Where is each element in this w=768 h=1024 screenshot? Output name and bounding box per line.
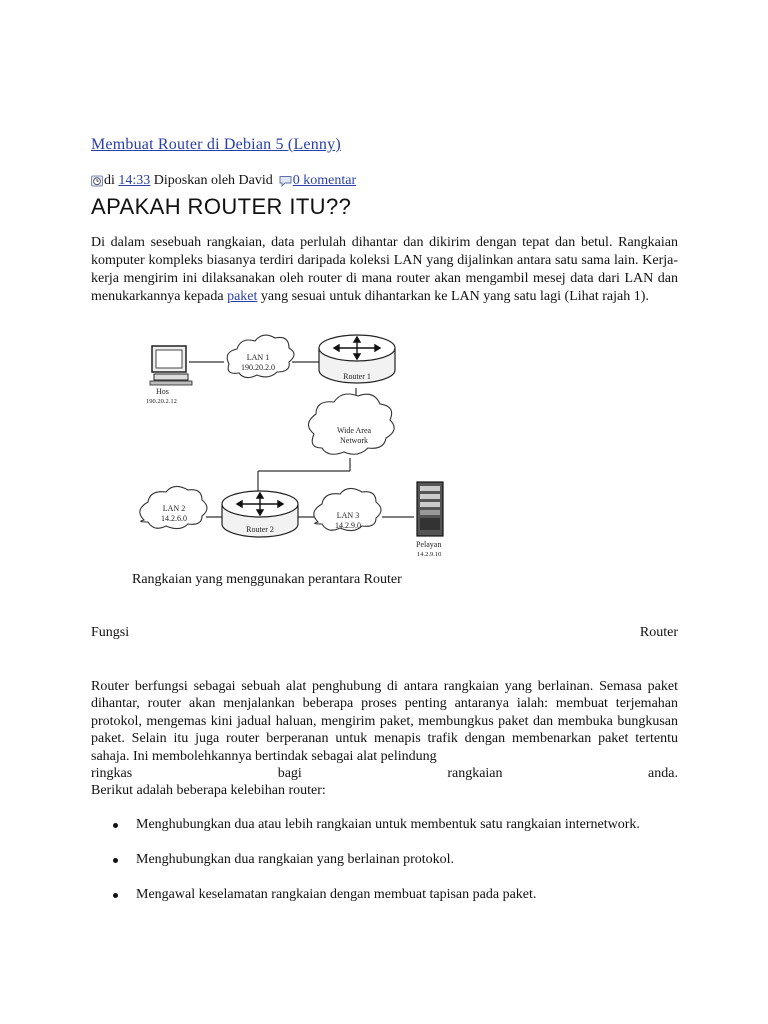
paket-link[interactable]: paket: [227, 289, 258, 304]
wan-cloud-icon: [308, 394, 394, 454]
list-item: Mengawal keselamatan rangkaian dengan membuat tapisan pada paket.: [91, 886, 678, 903]
lan2-label: LAN 2: [162, 504, 186, 513]
function-last-line: Berikut adalah beberapa kelebihan router:: [91, 783, 326, 799]
fungsi-word: Fungsi: [91, 625, 130, 640]
spread-word-2: bagi: [277, 766, 302, 782]
clock-icon: [91, 175, 103, 187]
server-label: Pelayan: [416, 540, 442, 549]
comments-link[interactable]: 0 komentar: [292, 173, 357, 188]
comment-bubble-icon: [279, 175, 292, 187]
post-meta: [91, 173, 356, 189]
wan-label-line1: Wide Area: [336, 426, 372, 435]
spread-word-3: rangkaian: [447, 766, 503, 782]
list-item: Menghubungkan dua atau lebih rangkaian untuk membentuk satu rangkaian internetwork.: [91, 816, 678, 833]
host-computer-icon: [150, 346, 192, 385]
lan1-ip: 190.20.2.0: [241, 363, 275, 372]
router2-label: Router 2: [246, 525, 274, 534]
list-item: Menghubungkan dua rangkaian yang berlainan protokol.: [91, 851, 678, 868]
intro-text: Di dalam sesebuah rangkaian, data perlulah dihantar dan dikirim dengan tepat dan betul. Rangkaian komputer kompleks biasanya terdiri daripada koleksi LAN yang dijalinkan antara satu sama lain. Kerja-kerja mengirim ini dilaksanakan oleh router di mana router akan mengambil mesej data dari LAN dan menukarkannya kepada: [91, 235, 678, 304]
host-ip: 190.20.2.12: [146, 398, 177, 405]
fungsi-router-heading: [91, 625, 678, 641]
intro-text-end: yang sesuai untuk dihantarkan ke LAN yang satu lagi (Lihat rajah 1).: [260, 289, 649, 304]
spread-word-4: anda.: [648, 766, 678, 782]
wan-label-line2: Network: [340, 436, 368, 445]
spread-word-1: ringkas: [91, 766, 133, 782]
router1-label: Router 1: [343, 372, 371, 381]
lan2-ip: 14.2.6.0: [161, 514, 187, 523]
server-tower-icon: [417, 482, 443, 536]
intro-paragraph: [91, 234, 678, 306]
host-label: Hos: [156, 387, 169, 396]
post-title-link[interactable]: Membuat Router di Debian 5 (Lenny): [91, 136, 341, 153]
lan1-label: LAN 1: [246, 353, 270, 362]
function-text: Router berfungsi sebagai sebuah alat penghubung di antara rangkaian yang berlainan. Semasa paket dihantar, router akan menjalankan beberapa proses penting antaranya ialah: membuat terjemahan protokol, mengemas kini jadual haluan, mengirim paket, membungkus paket dan membuka bungkusan paket. Selain itu juga router berperanan untuk menapis trafik dengan membenarkan paket tertentu sahaja. Ini membolehkannya bertindak sebagai alat pelindung: [91, 679, 678, 764]
meta-prefix: di: [104, 173, 115, 188]
lan3-label: LAN 3: [336, 511, 360, 520]
router-word: Router: [639, 625, 678, 640]
diagram-caption: Rangkaian yang menggunakan perantara Router: [132, 572, 402, 587]
advantages-list: [91, 816, 678, 921]
network-diagram: [114, 334, 524, 568]
function-spread-line: [91, 765, 678, 782]
server-ip: 14.2.9.10: [417, 551, 442, 558]
posted-by: Diposkan oleh David: [153, 173, 273, 188]
function-paragraph: [91, 678, 678, 800]
post-time-link[interactable]: 14:33: [118, 173, 151, 188]
lan3-ip: 14.2.9.0: [335, 521, 361, 530]
section-heading: APAKAH ROUTER ITU??: [91, 194, 352, 219]
